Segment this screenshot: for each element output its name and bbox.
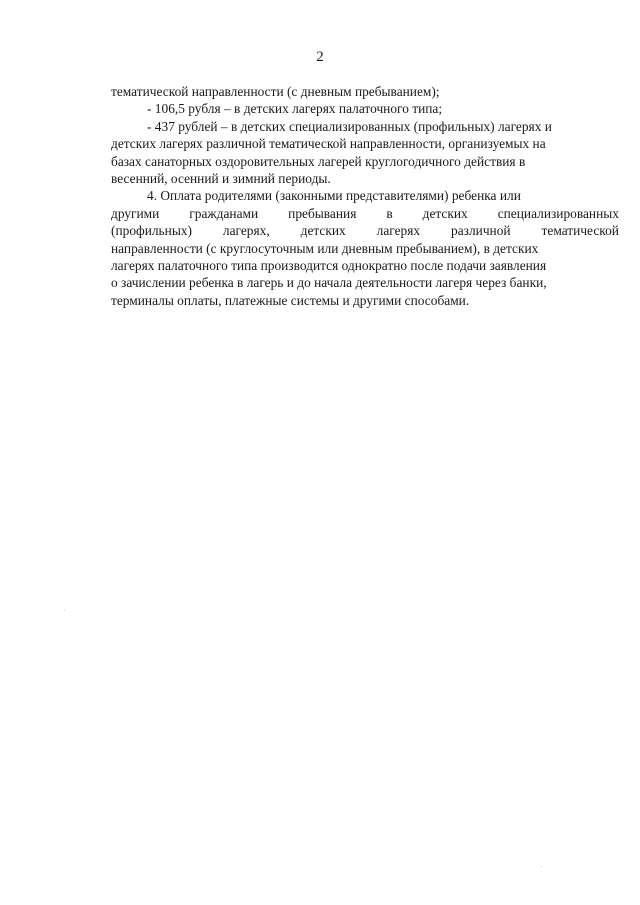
word: в [386, 205, 393, 221]
word: детских [422, 205, 468, 221]
scan-speck [541, 866, 542, 867]
word: (профильных) [111, 223, 192, 239]
text-line: терминалы оплаты, платежные системы и другими способами. [111, 292, 470, 308]
text-line: - 437 рублей – в детских специализированных (профильных) лагерях и [147, 118, 552, 134]
page-number: 2 [316, 49, 324, 65]
word: различной [451, 223, 511, 239]
document-body [111, 83, 619, 309]
text-line: 4. Оплата родителями (законными представителями) ребенка или [147, 188, 521, 204]
word: другими [111, 205, 160, 221]
text-line [111, 222, 619, 239]
text-line: о зачислении ребенка в лагерь и до начала деятельности лагеря через банки, [111, 275, 547, 291]
word: детских [300, 223, 346, 239]
text-line: лагерях палаточного типа производится однократно после подачи заявления [111, 257, 547, 273]
text-line: базах санаторных оздоровительных лагерей круглогодичного действия в [111, 153, 526, 169]
text-line [111, 205, 619, 222]
text-line: направленности (с круглосуточным или дневным пребыванием), в детских [111, 240, 539, 256]
text-line: тематической направленности (с дневным пребыванием); [111, 84, 440, 99]
text-line: весенний, осенний и зимний периоды. [111, 170, 331, 186]
word: лагерях [376, 223, 421, 239]
word: тематической [541, 223, 619, 239]
word: специализированных [497, 205, 619, 221]
scan-speck [64, 610, 65, 611]
word: лагерях, [222, 223, 270, 239]
text-line: - 106,5 рубля – в детских лагерях палаточного типа; [147, 101, 443, 117]
word: гражданами [189, 205, 259, 221]
text-line: детских лагерях различной тематической направленности, организуемых на [111, 136, 546, 152]
word: пребывания [288, 205, 357, 221]
